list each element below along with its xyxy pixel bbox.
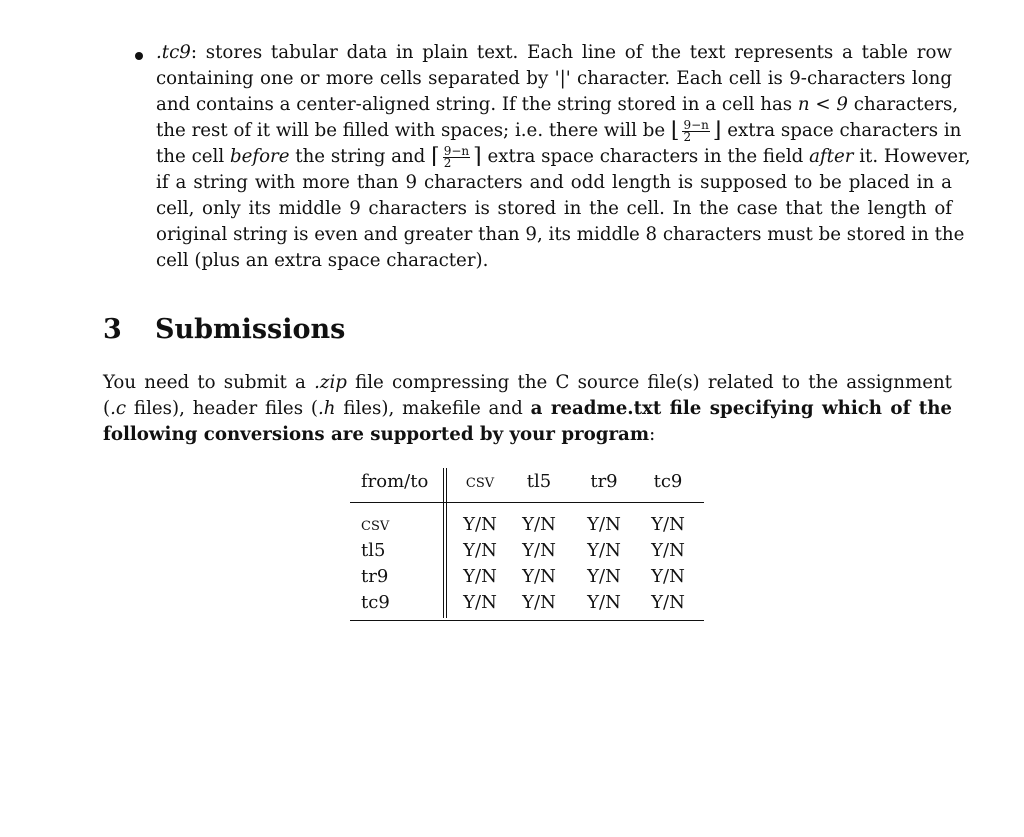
table-cell: Y/N bbox=[463, 514, 497, 535]
column-header: tr9 bbox=[590, 471, 618, 492]
section-number: 3 bbox=[103, 314, 122, 345]
bullet-icon bbox=[135, 52, 143, 60]
table-cell: Y/N bbox=[587, 514, 621, 535]
table-row bbox=[350, 563, 704, 589]
text-line: .tc9: stores tabular data in plain text. Each line of the text represents a table row bbox=[156, 42, 952, 63]
table-cell: Y/N bbox=[651, 540, 685, 561]
table-body bbox=[350, 503, 704, 621]
column-header: tc9 bbox=[653, 471, 683, 492]
text-line: original string is even and greater than 9, its middle 8 characters must be stored in the bbox=[156, 224, 965, 245]
table-cell: Y/N bbox=[522, 514, 556, 535]
table-cell: Y/N bbox=[522, 592, 556, 613]
table-row bbox=[350, 537, 704, 563]
table-header bbox=[350, 468, 704, 503]
text-line: (.c files), header files (.h files), makefile and a readme.txt file specifying which of the bbox=[103, 398, 952, 419]
text-line: if a string with more than 9 characters and odd length is supposed to be placed in a bbox=[156, 172, 952, 193]
conversions-table bbox=[350, 468, 704, 621]
row-label: tc9 bbox=[361, 592, 390, 613]
text-line: cell, only its middle 9 characters is stored in the cell. In the case that the length of bbox=[156, 198, 952, 219]
table-cell: Y/N bbox=[463, 566, 497, 587]
table-cell: Y/N bbox=[463, 592, 497, 613]
column-header: csv bbox=[465, 471, 495, 492]
text-line: containing one or more cells separated by '|' character. Each cell is 9-characters long bbox=[156, 68, 952, 89]
section-heading bbox=[103, 314, 345, 345]
table-cell: Y/N bbox=[651, 566, 685, 587]
text-line: You need to submit a .zip file compressing the C source file(s) related to the assignment bbox=[103, 372, 952, 393]
section-title: Submissions bbox=[155, 314, 346, 345]
fraction: $\frac{9-n}{2}$ bbox=[683, 117, 709, 144]
table-row bbox=[350, 511, 704, 537]
text-line: following conversions are supported by your program: bbox=[103, 424, 656, 445]
row-label: tl5 bbox=[361, 540, 386, 561]
column-header: tl5 bbox=[526, 471, 552, 492]
table-cell: Y/N bbox=[587, 540, 621, 561]
text-line: cell (plus an extra space character). bbox=[156, 250, 489, 271]
text-line: and contains a center-aligned string. If the string stored in a cell has n < 9 characters, bbox=[156, 94, 959, 115]
text-line: the cell before the string and ⌈ $\frac{9-n}{2}$ ⌉ extra space characters in the field after it. However, bbox=[156, 143, 971, 170]
table-cell: Y/N bbox=[587, 566, 621, 587]
fraction: $\frac{9-n}{2}$ bbox=[443, 143, 470, 170]
table-cell: Y/N bbox=[651, 592, 685, 613]
text-line: the rest of it will be filled with spaces; i.e. there will be ⌊ $\frac{9-n}{2}$ ⌋ extra space characters in bbox=[156, 117, 962, 144]
table-cell: Y/N bbox=[522, 540, 556, 561]
table-cell: Y/N bbox=[651, 514, 685, 535]
row-label: tr9 bbox=[361, 566, 389, 587]
row-label: csv bbox=[361, 514, 390, 535]
table-cell: Y/N bbox=[463, 540, 497, 561]
table-cell: Y/N bbox=[522, 566, 556, 587]
table-row bbox=[350, 589, 704, 615]
corner-label: from/to bbox=[361, 471, 429, 492]
table-cell: Y/N bbox=[587, 592, 621, 613]
